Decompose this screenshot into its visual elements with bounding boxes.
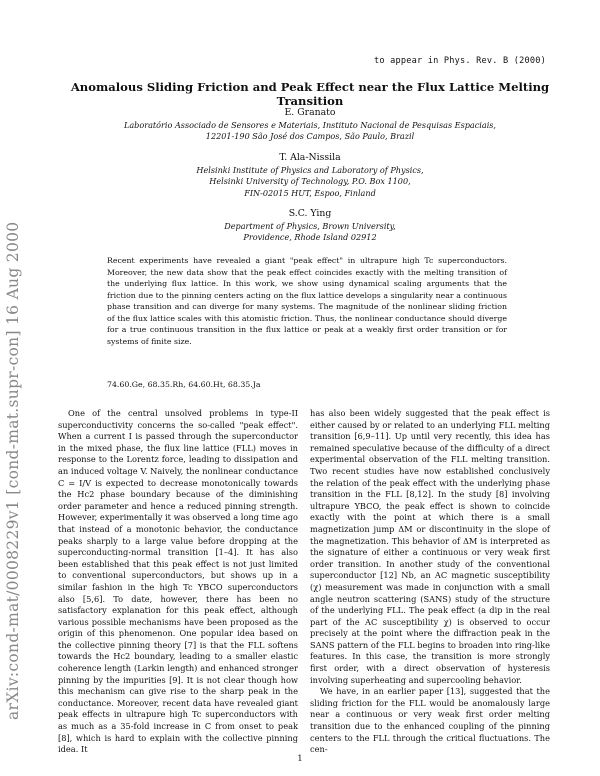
arxiv-identifier: arXiv:cond-mat/0008229v1 [cond-mat.supr-con] 16 Aug 2000	[4, 221, 22, 720]
affiliation-line: Laboratório Associado de Sensores e Materiais, Instituto Nacional de Pesquisas Espaciais,	[123, 120, 497, 130]
paragraph: We have, in an earlier paper [13], suggested that the sliding friction for the FLL would be anomalously large near a continuous or very weak first order melting transition due to the enhanced coupling of the pinning centers to the FLL through the critical fluctuations. The cen-	[310, 686, 550, 755]
right-column	[310, 408, 550, 756]
affiliation-line: Department of Physics, Brown University,	[224, 221, 396, 231]
affiliation-line: 12201-190 São José dos Campos, São Paulo, Brazil	[205, 131, 415, 142]
author-affiliation	[60, 165, 560, 199]
affiliation-line: Providence, Rhode Island 02912	[243, 232, 377, 243]
paragraph: One of the central unsolved problems in type-II superconductivity concerns the so-called "peak effect". When a current I is passed through the superconductor in the mixed phase, the flux line lattice (FLL) moves in response to the Lorentz force, leading to dissipation and an induced voltage V. Naively, the nonlinear conductance C = I/V is expected to decrease monotonically towards the Hc2 phase boundary because of the diminishing order parameter and hence a reduced pinning strength. However, experimentally it was observed a long time ago that instead of a monotonic behavior, the conductance peaks sharply to a large value before dropping at the superconducting-normal transition [1–4]. It has also been established that this peak effect is not just limited to conventional superconductors, but shows up in a similar fashion in the high Tc YBCO superconductors also [5,6]. To date, however, there has been no satisfactory explanation for this peak effect, although various possible mechanisms have been proposed as the origin of this phenomenon. One popular idea based on the collective pinning theory [7] is that the FLL softens towards the Hc2 boundary, leading to a smaller elastic coherence length (Larkin length) and enhanced stronger pinning by the impurities [9]. It is not clear though how this mechanism can give rise to the sharp peak in the conductance. Moreover, recent data have revealed giant peak effects in ultrapure high Tc superconductors with as much as a 35-fold increase in C from onset to peak [8], which is hard to explain with the collective pinning idea. It	[58, 408, 299, 755]
abstract: Recent experiments have revealed a giant "peak effect" in ultrapure high Tc superconductors. Moreover, the new data show that the peak effect coincides exactly with the melting transition of the underlying flux lattice. In this work, we show using dynamical scaling arguments that the friction due to the pinning centers acting on the flux lattice develops a singularity near a continuous phase transition and can diverge for many systems. The magnitude of the nonlinear sliding friction of the flux lattice scales with this atomistic friction. Thus, the nonlinear conductance should diverge for a true continuous transition in the flux lattice or peak at a weakly first order transition or for systems of finite size.	[107, 256, 507, 346]
affiliation-line: Helsinki Institute of Physics and Laboratory of Physics,	[196, 165, 424, 175]
pacs-numbers: 74.60.Ge, 68.35.Rh, 64.60.Ht, 68.35.Ja	[107, 380, 261, 389]
author-affiliation	[60, 221, 560, 244]
page-number: 1	[297, 754, 303, 764]
journal-note: to appear in Phys. Rev. B (2000)	[374, 56, 546, 66]
author-name: T. Ala-Nissila	[279, 152, 341, 163]
affiliation-line: Helsinki University of Technology, P.O. Box 1100,	[209, 176, 411, 187]
author-name: E. Granato	[284, 107, 336, 118]
paragraph: has also been widely suggested that the peak effect is either caused by or related to an underlying FLL melting transition [6,9–11]. Up until very recently, this idea has remained speculative because of the difficulty of a direct experimental observation of the FLL melting transition. Two recent studies have now established conclusively the relation of the peak effect with the underlying phase transition in the FLL [8,12]. In the study [8] involving ultrapure YBCO, the peak effect is shown to coincide exactly with the point at which there is a small magnetization jump ΔM or discontinuity in the slope of the magnetization. This behavior of ΔM is interpreted as the signature of either a continuous or very weak first order transition. In another study of the conventional superconductor [12] Nb, an AC magnetic susceptibility (χ) measurement was made in conjunction with a small angle neutron scattering (SANS) study of the structure of the underlying FLL. The peak effect (a dip in the real part of the AC susceptibility χ) is observed to occur precisely at the point where the diffraction peak in the SANS pattern of the FLL begins to broaden into ring-like features. In this case, the transition is more strongly first order, with a direct observation of hysteresis involving superheating and supercooling behavior.	[310, 408, 550, 685]
paper-title: Anomalous Sliding Friction and Peak Effect near the Flux Lattice Melting Transition	[70, 80, 550, 108]
affiliation-line: FIN-02015 HUT, Espoo, Finland	[244, 187, 376, 198]
left-column	[58, 408, 298, 756]
author-affiliation	[60, 120, 560, 143]
author-name: S.C. Ying	[288, 208, 332, 219]
